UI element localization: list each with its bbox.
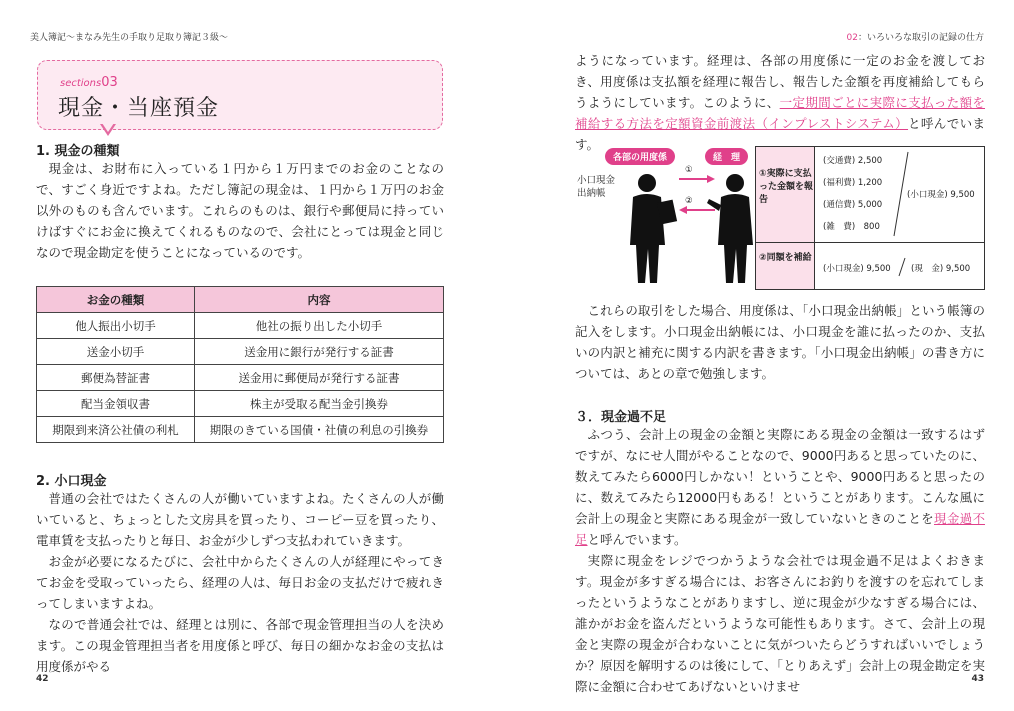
- row1-credit: (小口現金) 9,500: [907, 190, 975, 200]
- table-cell: 他人振出小切手: [37, 313, 195, 339]
- row2-label: ②同額を補給: [759, 253, 812, 263]
- table-cell: 郵便為替証書: [37, 365, 195, 391]
- running-head: 02：いろいろな取引の記録の仕方: [846, 33, 984, 43]
- journal-label-bg-2: [756, 243, 814, 289]
- row1-label: ①実際に支払った金額を報告: [759, 169, 814, 205]
- row2-slash: [897, 256, 907, 278]
- row1-item: (雑 費) 800: [823, 222, 880, 232]
- heading-cash-shortage: ３．現金過不足: [575, 410, 667, 425]
- row1-item: (交通費) 2,500: [823, 156, 883, 166]
- row1-item: (福利費) 1,200: [823, 178, 883, 188]
- step-1-label: ①: [685, 165, 693, 175]
- table-row: [37, 313, 444, 339]
- page-number: 43: [971, 674, 984, 684]
- table-cell: 株主が受取る配当金引換券: [195, 391, 444, 417]
- table-cell: 配当金領収書: [37, 391, 195, 417]
- table-cell: 送金用に銀行が発行する証書: [195, 339, 444, 365]
- cash-types-table: [36, 286, 444, 443]
- row2-debit: (小口現金) 9,500: [823, 264, 891, 274]
- section-header: [37, 60, 443, 130]
- page-number: 42: [36, 674, 49, 684]
- pill-department: 各部の用度係: [605, 148, 675, 165]
- heading-petty-cash: 2. 小口現金: [36, 474, 107, 489]
- table-row: [37, 339, 444, 365]
- running-head: 美人簿記〜まなみ先生の手取り足取り簿記３級〜: [30, 33, 229, 43]
- paragraph-cash-types: 現金は、お財布に入っている１円から１万円までのお金のことなので、すごく身近ですよね。ただし簿記の現金は、１円から１万円のお金以外のものも含んでいます。これらのものは、銀行や郵便局に持っていけばすぐにお金に換えてくれるものなので、会社にとっては現金と同じなので現金勘定を使うことになっているのです。: [36, 161, 444, 260]
- row2-credit: (現 金) 9,500: [911, 264, 971, 274]
- section-title: 現金・当座預金: [58, 96, 220, 121]
- paragraph-petty-cash-book: これらの取引をした場合、用度係は、「小口現金出納帳」という帳簿の記入をします。小口現金出納帳には、小口現金を誰に払ったのか、支払いの内訳と補充に関する内訳を書きます。「小口現金出納帳」の書き方については、あとの章で勉強します。: [575, 303, 985, 381]
- heading-cash-types: 1. 現金の種類: [36, 144, 120, 159]
- paragraph-petty-cash: 普通の会社ではたくさんの人が働いていますよね。たくさんの人が働いていると、ちょっとした文房具を買ったり、コーピー豆を買ったり、電車賃を支払ったりと毎日、お金が少しずつ支払われていきます。 お金が必要になるたびに、会社中からたくさんの人が経理にやってきてお金を受取っていったら、経理の人は、毎日お金の支払だけで疲れきってしまいますよね。 なので普通会社では、経理とは別に、各部で現金管理担当の人を決めます。この現金管理担当者を用度係と呼び、毎日の細かなお金の支払は用度係がやる: [36, 491, 444, 674]
- journal-col-divider: [814, 146, 815, 290]
- table-cell: 期限到来済公社債の利札: [37, 417, 195, 443]
- journal-divider: [755, 242, 985, 243]
- pill-accounting: 経 理: [705, 148, 748, 165]
- section-number: 03: [101, 75, 118, 90]
- table-cell: 送金小切手: [37, 339, 195, 365]
- table-row: [37, 417, 444, 443]
- table-cell: 期限のきている国債・社債の利息の引換券: [195, 417, 444, 443]
- row1-item: (通信費) 5,000: [823, 200, 883, 210]
- table-cell: 送金用に郵便局が発行する証書: [195, 365, 444, 391]
- speech-tail: [100, 124, 116, 136]
- section-label: sections03: [60, 75, 118, 90]
- step-2-label: ②: [685, 196, 693, 206]
- table-header-content: 内容: [195, 287, 444, 313]
- petty-cash-book-label: 小口現金出納帳: [577, 175, 616, 199]
- paragraph-imprest: ようになっています。経理は、各部の用度係に一定のお金を渡しておき、用度係は支払額を経理に報告し、報告した金額を再度補給してもらうようにしています。このように、一定期間ごとに実際に支払った額を補給する方法を定額資金前渡法（インプレストシステム）と呼んでいます。: [575, 53, 985, 152]
- paragraph-cash-shortage: ふつう、会計上の現金の金額と実際にある現金の金額は一致するはずですが、なにせ人間がやることなので、9000円あると思っていたのに、数えてみたら6000円しかない！ということや、9000円あると思ったのに、数えてみたら12000円もある！ということがあります。こんな風に会計上の現金と実際にある現金が一致していないときのことを現金過不足と呼んでいます。 実際に現金をレジでつかうような会社では現金過不足はよくおきます。現金が多すぎる場合には、お客さんにお釣りを渡すのを忘れてしまったというようなことがありますし、逆に現金が少なすぎる場合には、誰かがお金を盗んだというような可能性もあります。さて、会計上の現金と実際の現金が合わないことに気がついたらどうすればいいでしょうか？原因を解明するのは後にして、「とりあえず」会計上の現金勘定を実際に金額に合わせてあげないといけませ: [575, 427, 985, 694]
- table-row: [37, 365, 444, 391]
- table-cell: 他社の振り出した小切手: [195, 313, 444, 339]
- table-header-row: [37, 287, 444, 313]
- right-page: [507, 0, 1014, 711]
- table-row: [37, 391, 444, 417]
- people-illustration: [617, 165, 767, 290]
- table-header-type: お金の種類: [37, 287, 195, 313]
